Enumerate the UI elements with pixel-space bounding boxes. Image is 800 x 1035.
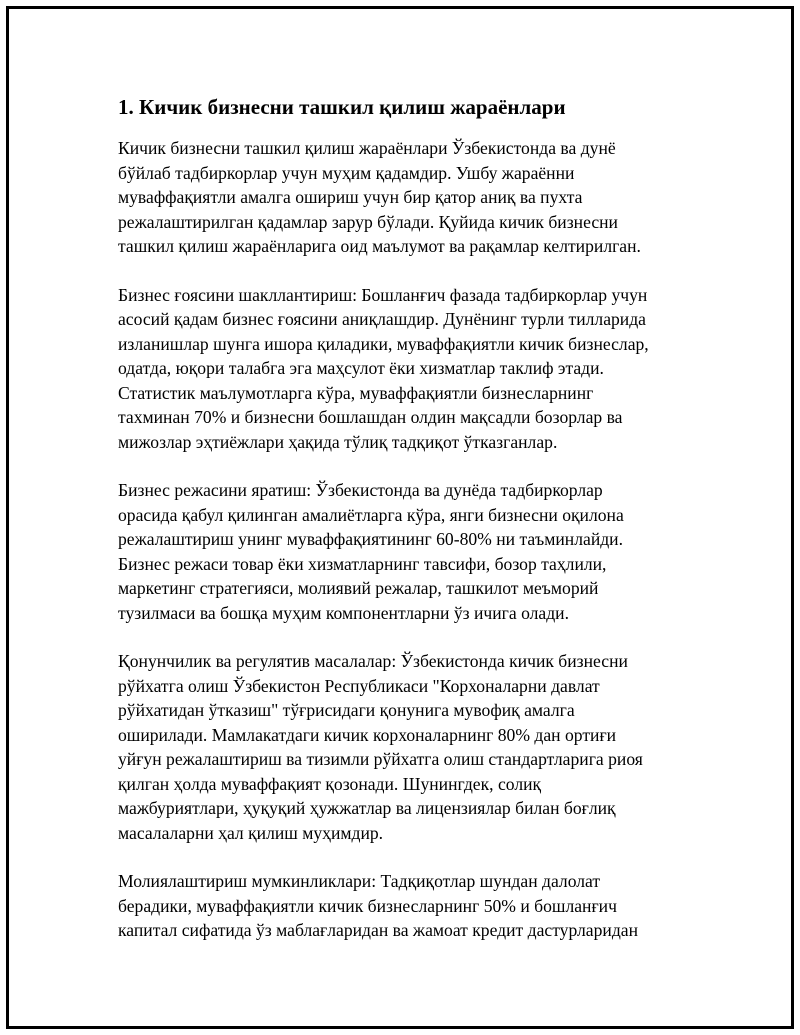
paragraph-line: Молиялаштириш мумкинликлари: Тадқиқотлар шундан далолат [118, 871, 601, 891]
paragraph-line: рўйхатидан ўтказиш" тўғрисидаги қонунига мувофиқ амалга [118, 700, 575, 720]
paragraph-business-idea [118, 283, 698, 455]
paragraph-line: изланишлар шунга ишора қиладики, муваффақиятли кичик бизнеслар, [118, 333, 649, 354]
paragraph-line: маркетинг стратегияси, молиявий режалар, ташкилот меъморий [118, 578, 599, 598]
document-body [118, 92, 698, 967]
paragraph-line: бўйлаб тадбиркорлар учун муҳим қадамдир. Ушбу жараённи [118, 162, 575, 183]
paragraph-line: асосий қадам бизнес ғоясини аниқлашдир. Дунёнинг турли тилларида [118, 309, 646, 329]
paragraph-line: Статистик маълумотларга кўра, муваффақиятли бизнесларнинг [118, 382, 594, 403]
paragraph-line: Кичик бизнесни ташкил қилиш жараёнлари Ўзбекистонда ва дунё [118, 138, 616, 158]
paragraph-line: тахминан 70% и бизнесни бошлашдан олдин мақсадли бозорлар ва [118, 407, 623, 427]
paragraph-line: муваффақиятли амалга ошириш учун бир қатор аниқ ва пухта [118, 187, 583, 207]
paragraph-business-plan [118, 478, 698, 625]
paragraph-line: Бизнес режаси товар ёки хизматларнинг тавсифи, бозор таҳлили, [118, 553, 607, 574]
paragraph-intro [118, 136, 698, 259]
paragraph-line: Бизнес режасини яратиш: Ўзбекистонда ва дунёда тадбиркорлар [118, 480, 603, 500]
paragraph-line: мажбуриятлари, ҳуқуқий ҳужжатлар ва лицензиялар билан боғлиқ [118, 798, 616, 818]
paragraph-line: Бизнес ғоясини шакллантириш: Бошланғич фазада тадбиркорлар учун [118, 284, 648, 305]
paragraph-legislation [118, 649, 698, 845]
paragraph-line: тузилмаси ва бошқа муҳим компонентларни ўз ичига олади. [118, 602, 569, 623]
paragraph-line: оширилади. Мамлакатдаги кичик корхоналарнинг 80% дан ортиғи [118, 724, 617, 745]
paragraph-line: ташкил қилиш жараёнларига оид маълумот ва рақамлар келтирилган. [118, 236, 641, 256]
paragraph-line: Қонунчилик ва регулятив масалалар: Ўзбекистонда кичик бизнесни [118, 651, 628, 671]
paragraph-line: масалаларни ҳал қилиш муҳимдир. [118, 822, 384, 843]
paragraph-line: орасида қабул қилинган амалиётларга кўра, янги бизнесни оқилона [118, 504, 624, 525]
paragraph-line: капитал сифатида ўз маблағларидан ва жамоат кредит дастурларидан [118, 920, 638, 940]
paragraph-line: одатда, юқори талабга эга маҳсулот ёки хизматлар таклиф этади. [118, 358, 604, 378]
paragraph-line: режалаштирилган қадамлар зарур бўлади. Қуйида кичик бизнесни [118, 211, 618, 232]
paragraph-line: рўйхатга олиш Ўзбекистон Республикаси "Корхоналарни давлат [118, 675, 600, 696]
paragraph-financing [118, 869, 698, 943]
paragraph-line: берадики, муваффақиятли кичик бизнесларнинг 50% и бошланғич [118, 895, 617, 916]
paragraph-line: режалаштириш унинг муваффақиятининг 60-80% ни таъминлайди. [118, 529, 623, 549]
section-heading: 1. Кичик бизнесни ташкил қилиш жараёнлари [118, 95, 566, 119]
paragraph-line: мижозлар эҳтиёжлари ҳақида тўлиқ тадқиқот ўтказганлар. [118, 431, 558, 452]
paragraph-line: уйғун режалаштириш ва тизимли рўйхатга олиш стандартларига риоя [118, 749, 643, 769]
paragraph-line: қилган ҳолда муваффақият қозонади. Шунингдек, солиқ [118, 773, 542, 794]
